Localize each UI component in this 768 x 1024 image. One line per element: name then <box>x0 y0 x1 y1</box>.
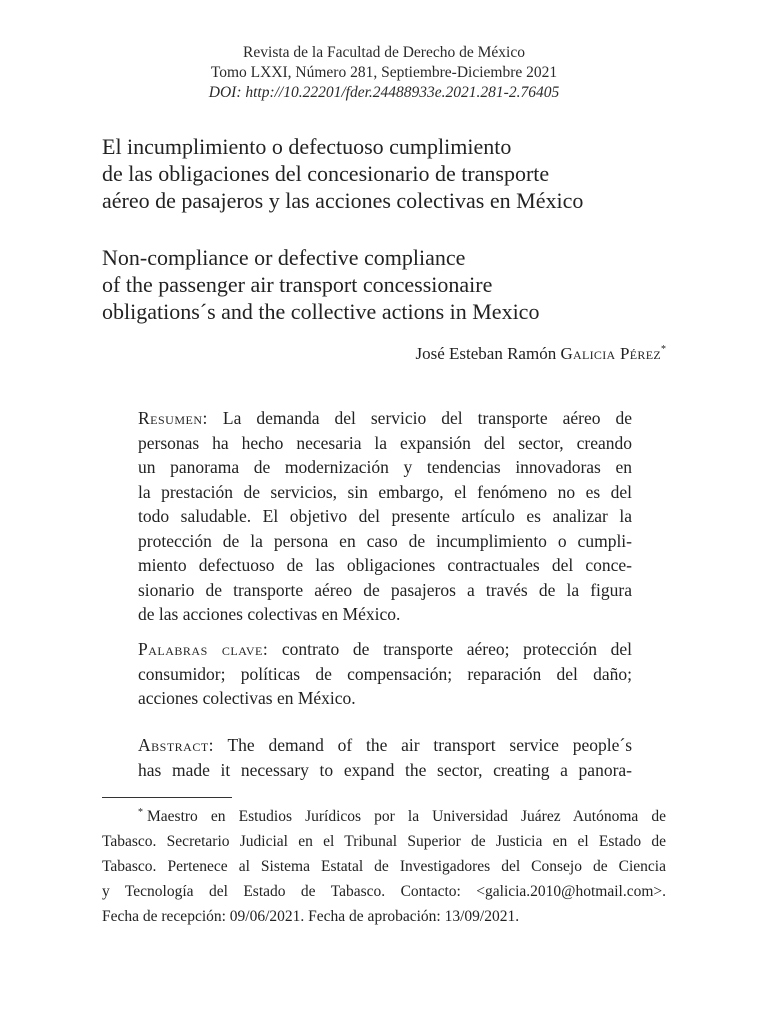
keywords-text: contrato de transporte aéreo; protección del <box>281 639 632 659</box>
author-footnote-mark[interactable]: * <box>661 344 666 355</box>
resumen-line: protección de la persona en caso de incumplimiento o cumpli- <box>138 530 632 551</box>
resumen-label: Resumen: <box>138 408 208 428</box>
resumen-line: miento defectuoso de las obligaciones contractuales del conce- <box>138 555 632 575</box>
keywords-line <box>138 637 632 662</box>
resumen-line: personas ha hecho necesaria la expansión del sector, creando <box>138 432 632 453</box>
title-english <box>102 244 682 325</box>
author-footnote <box>102 800 666 929</box>
abstract-section <box>138 733 632 782</box>
title-en-line: obligations´s and the collective actions in Mexico <box>102 299 540 324</box>
footnote-line: y Tecnología del Estado de Tabasco. Contacto: <galicia.2010@hotmail.com>. <box>102 883 666 900</box>
author-surname: Galicia Pérez <box>560 344 661 363</box>
footnote-text: Maestro en Estudios Jurídicos por la Universidad Juárez Autónoma de <box>147 808 666 825</box>
footnote-line <box>102 800 666 829</box>
abstract-line: has made it necessary to expand the sector, creating a panora- <box>138 759 632 780</box>
title-spanish <box>102 133 682 214</box>
keywords-line: consumidor; políticas de compensación; reparación del daño; <box>138 663 632 684</box>
title-es-line: de las obligaciones del concesionario de transporte <box>102 161 550 186</box>
doi-link[interactable]: DOI: http://10.22201/fder.24488933e.2021.281-2.76405 <box>208 84 560 101</box>
resumen-line: la prestación de servicios, sin embargo, el fenómeno no es del <box>138 481 632 502</box>
title-en-line: of the passenger air transport concessionaire <box>102 272 493 297</box>
journal-issue: Tomo LXXI, Número 281, Septiembre-Diciembre 2021 <box>210 64 558 81</box>
footnote-line: Fecha de recepción: 09/06/2021. Fecha de aprobación: 13/09/2021. <box>102 908 520 925</box>
resumen-line: todo saludable. El objetivo del presente artículo es analizar la <box>138 506 632 526</box>
author-name <box>416 339 667 365</box>
resumen-text: La demanda del servicio del transporte aéreo de <box>222 408 632 428</box>
author-given-names: José Esteban Ramón <box>415 344 557 363</box>
abstract-line <box>138 733 632 758</box>
journal-name: Revista de la Facultad de Derecho de México <box>243 44 525 61</box>
keywords-line: acciones colectivas en México. <box>138 688 356 708</box>
title-en-line: Non-compliance or defective compliance <box>102 245 466 270</box>
journal-header <box>100 43 668 103</box>
footnote-line: Tabasco. Pertenece al Sistema Estatal de Investigadores del Consejo de Ciencia <box>102 858 666 875</box>
keywords-label: Palabras clave: <box>138 639 269 659</box>
abstract-label: Abstract: <box>138 735 215 755</box>
title-es-line: El incumplimiento o defectuoso cumplimiento <box>102 134 512 159</box>
resumen-section <box>138 406 632 627</box>
footnote-mark: * <box>138 807 143 818</box>
resumen-line: sionario de transporte aéreo de pasajeros a través de la figura <box>138 579 632 600</box>
title-es-line: aéreo de pasajeros y las acciones colectivas en México <box>102 188 584 213</box>
resumen-line: de las acciones colectivas en México. <box>138 604 401 624</box>
footnote-divider <box>102 797 232 798</box>
resumen-line: un panorama de modernización y tendencias innovadoras en <box>138 457 632 477</box>
abstract-text: The demand of the air transport service people´s <box>227 735 633 755</box>
footnote-line: Tabasco. Secretario Judicial en el Tribunal Superior de Justicia en el Estado de <box>102 833 666 850</box>
resumen-line <box>138 406 632 431</box>
keywords-section <box>138 637 632 711</box>
